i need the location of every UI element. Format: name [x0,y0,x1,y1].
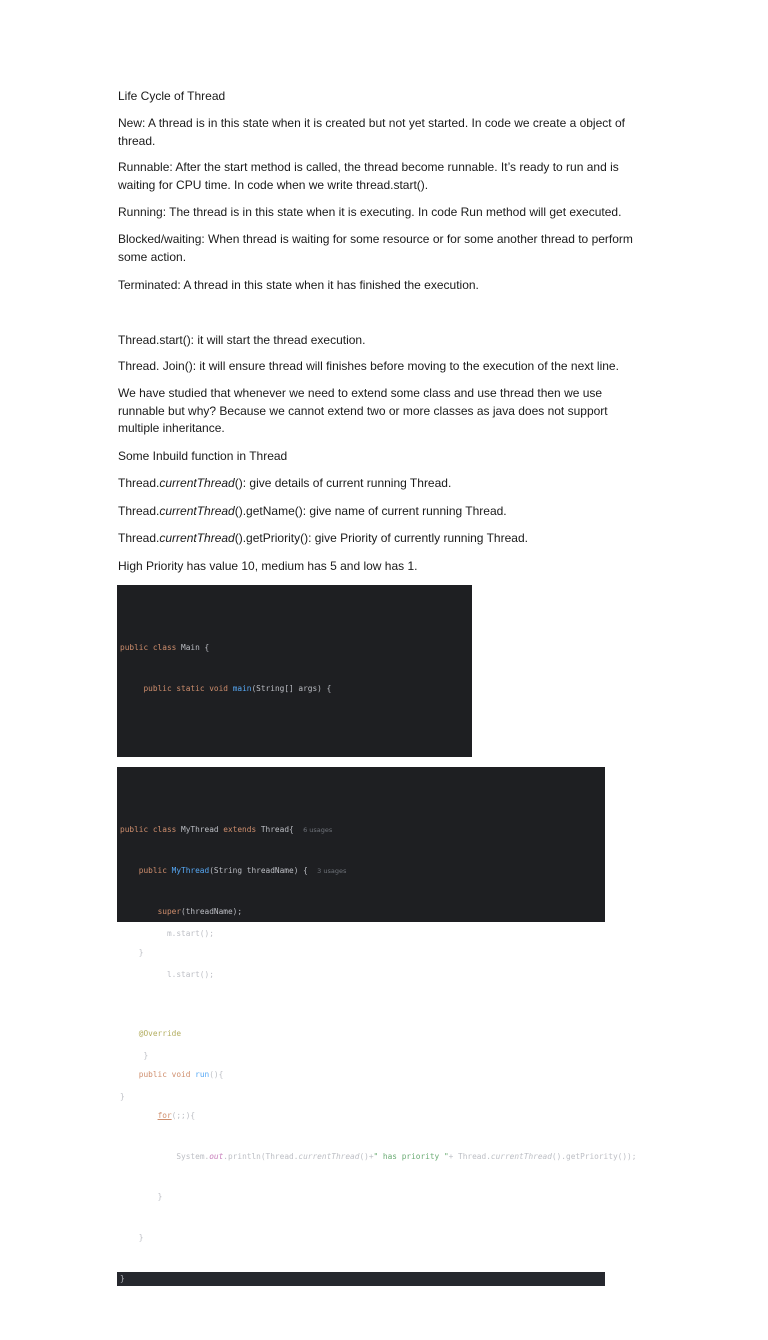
method-current-thread [118,475,650,493]
method-name: currentThread [159,504,235,518]
paragraph-runnable-why: We have studied that whenever we need to extend some class and use thread then we use runnable but why? Because we cannot extend two or more classes as java does not support multiple inheritance. [118,386,608,435]
paragraph-runnable-state: Runnable: After the start method is called, the thread become runnable. It’s ready to run and is waiting for CPU time. In code when we write thread.start(). [118,160,619,192]
method-get-priority [118,530,650,548]
method-prefix: Thread. [118,476,160,490]
method-description: ().getPriority(): give Priority of currently running Thread. [234,531,528,545]
method-description: (): give details of current running Thread. [234,476,452,490]
doc-title: Life Cycle of Thread [118,89,226,103]
method-get-name [118,503,650,521]
method-prefix: Thread. [118,531,160,545]
paragraph-thread-join: Thread. Join(): it will ensure thread will finishes before moving to the execution of the next line. [118,359,619,373]
method-prefix: Thread. [118,504,160,518]
paragraph-thread-start: Thread.start(): it will start the thread execution. [118,333,366,347]
paragraph-priority-values: High Priority has value 10, medium has 5 and low has 1. [118,559,418,573]
paragraph-running-state: Running: The thread is in this state when it is executing. In code Run method will get executed. [118,205,622,219]
method-name: currentThread [159,531,235,545]
paragraph-inbuild-functions: Some Inbuild function in Thread [118,449,288,463]
paragraph-new-state: New: A thread is in this state when it is created but not yet started. In code we create a object of thread. [118,116,625,148]
method-description: ().getName(): give name of current running Thread. [234,504,507,518]
code-screenshot-main: public class Main { public static void main(String[] args) { m.start(); l.start(); } } [117,585,472,757]
code-screenshot-mythread: public class MyThread extends Thread{ 6 usages public MyThread(String threadName) { 3 usages super(threadName); } @Override public void run(){ for(;;){ System.out.println(Thread.currentThread()+" has priority "+ Thread.currentThread().getPriority()); } } } [117,767,605,922]
paragraph-blocked-state: Blocked/waiting: When thread is waiting for some resource or for some another thread to perform some action. [118,232,633,264]
paragraph-terminated-state: Terminated: A thread in this state when it has finished the execution. [118,278,479,292]
method-name: currentThread [159,476,235,490]
